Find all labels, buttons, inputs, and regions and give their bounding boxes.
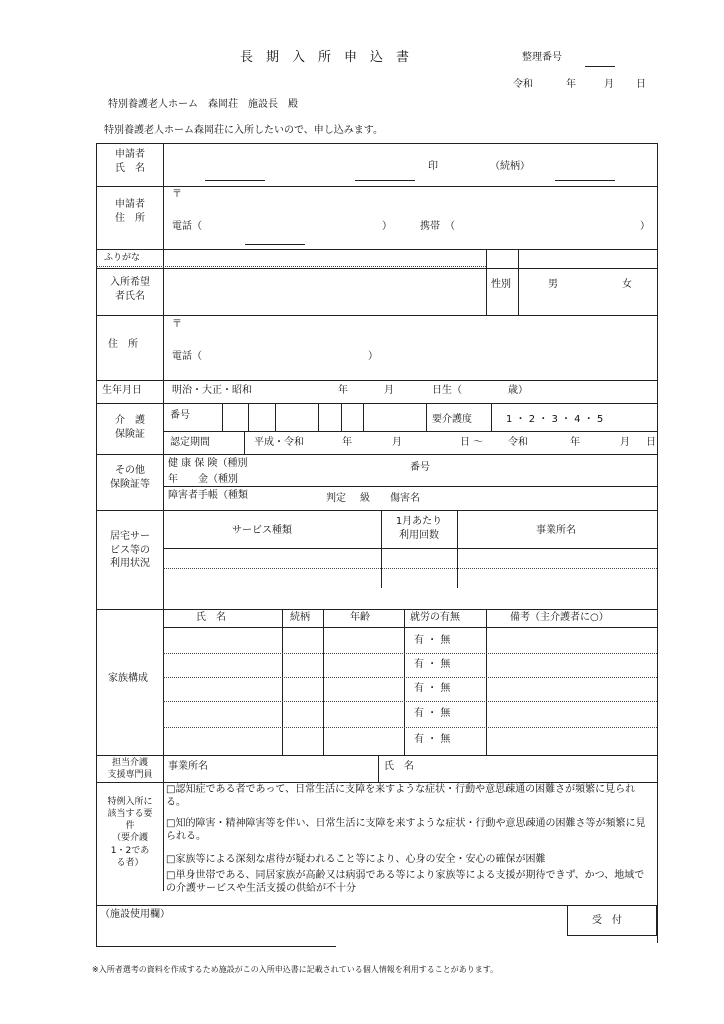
special-admission-label: 特例入所に 該当する要 件 （要介護 1・2であ る者） [107,797,153,868]
family-label: 家族構成 [108,673,148,684]
period-label: 認定期間 [170,437,210,448]
birth-eras: 明治・大正・昭和 [172,385,252,396]
services-label: 居宅サー ビス等の 利用状況 [110,531,150,569]
work-option[interactable]: 有 ・ 無 [414,659,451,670]
service-times-header: 1月あたり 利用回数 [395,516,443,541]
other-number-label: 番号 [410,462,430,473]
family-rel-header: 続柄 [290,612,310,623]
service-type-header: サービス種類 [232,525,292,536]
facility-use-label: （施設使用欄） [100,909,170,920]
judgement-label: 判定 [326,493,346,504]
resident-tel: 電話（ [172,351,202,362]
sex-label: 性別 [491,279,511,290]
grade-label: 級 [360,493,370,504]
furigana-label: ふりがな [104,253,141,263]
family-note-header: 備考（主介護者に○） [510,612,609,623]
care-level-label: 要介護度 [432,414,472,425]
birth-year-label: 年 [338,385,348,396]
service-office-header: 事業所名 [536,525,576,536]
sex-female[interactable]: 女 [622,279,632,290]
period-era: 平成・令和 [254,437,304,448]
insurance-number-label: 番号 [170,410,190,421]
age-label: 歳） [508,385,528,396]
relation-label: （続柄） [490,161,530,172]
page-title: 長期入所申込書 [240,50,423,65]
birth-day-label: 日生（ [432,385,462,396]
resident-tel-close: ） [368,351,378,362]
period-month2: 月 [620,437,630,448]
work-option[interactable]: 有 ・ 無 [414,635,451,646]
period-day-tilde: 日 〜 [460,437,484,448]
period-year2: 年 [570,437,580,448]
applicant-address-label: 申請者 住 所 [115,199,145,224]
applicant-tel: 電話（ [172,221,202,232]
family-work-header: 就労の有無 [410,612,460,623]
care-manager-office: 事業所名 [168,761,208,772]
other-insurance-label: その他 保険証等 [110,465,150,490]
special-item-single[interactable]: □単身世帯である、同居家族が高齢又は病弱である等により家族等による支援が期待できず、かつ、地域での介護サービスや生活支援の供給が不十分 [166,870,645,895]
disability-name-label: 傷害名 [390,493,420,504]
applicant-mobile-close: ） [640,221,650,232]
period-year: 年 [342,437,352,448]
resident-name-label: 入所希望 者氏名 [110,277,150,302]
sex-male[interactable]: 男 [548,279,558,290]
footnote: ※入所者選考の資料を作成するため施設がこの入所申込書に記載されている個人情報を利用することがあります。 [92,965,499,974]
date-day-label: 日 [636,79,646,90]
pension-row: 年 金（種別 [168,474,238,485]
applicant-mobile: 携帯 （ [420,221,455,232]
applicant-tel-close: ） [382,221,392,232]
care-manager-name: 氏 名 [384,761,414,772]
date-era: 令和 [513,79,533,90]
birth-label: 生年月日 [102,385,142,396]
work-option[interactable]: 有 ・ 無 [414,708,451,719]
special-item-abuse[interactable]: □家族等による深刻な虐待が疑われること等により、心身の安全・安心の確保が困難 [166,854,546,865]
resident-address-label: 住 所 [108,339,138,350]
family-age-header: 年齢 [350,612,370,623]
work-option[interactable]: 有 ・ 無 [414,683,451,694]
insurance-label: 介 護 保険証 [115,415,145,440]
care-manager-label: 担当介護 支援専門員 [107,758,153,781]
family-name-header: 氏 名 [196,612,226,623]
period-month: 月 [392,437,402,448]
applicant-postal: 〒 [172,189,182,200]
date-year-label: 年 [566,79,576,90]
intro-text: 特別養護老人ホーム森岡荘に入所したいので、申し込みます。 [104,125,383,136]
disability-row: 障害者手帳（種類 [168,490,248,501]
resident-postal: 〒 [172,319,182,330]
period-day2: 日 [646,437,656,448]
period-era2: 令和 [508,437,528,448]
care-level-options[interactable]: 1 ・ 2 ・ 3 ・ 4 ・ 5 [506,414,604,425]
health-insurance-row: 健 康 保 険（種別 [168,458,248,469]
birth-month-label: 月 [384,385,394,396]
work-option[interactable]: 有 ・ 無 [414,734,451,745]
applicant-name-label: 申請者 氏 名 [115,149,145,174]
seal-mark: 印 [428,161,438,172]
special-item-disability[interactable]: □知的障害・精神障害等を伴い、日常生活に支障を来すような症状・行動や意思疎通の困難さ等が頻繁に見られる。 [166,818,646,843]
receipt-number-label: 整理番号 [522,52,562,63]
date-month-label: 月 [604,79,614,90]
addressee: 特別養護老人ホーム 森岡荘 施設長 殿 [108,99,298,110]
receipt-box-label: 受 付 [592,915,622,926]
special-item-dementia[interactable]: □認知症である者であって、日常生活に支障を来すような症状・行動や意思疎通の困難さが頻繁に見られる。 [166,784,636,809]
